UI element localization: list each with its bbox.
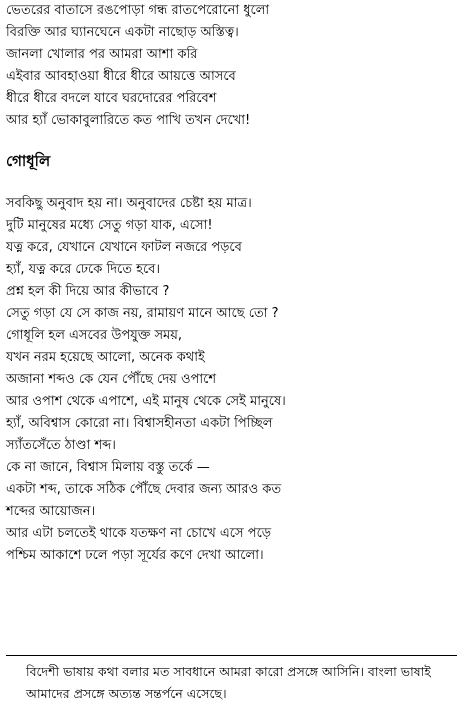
poem-line: গোধূলি হল এসবের উপযুক্ত সময়, [6,328,183,343]
footnote-line: বিদেশী ভাষায় কথা বলার মত সাবধানে আমরা কারো প্রসঙ্গে আসিনি। বাংলা ভাষাই [26,664,431,679]
poem-line: আর হ্যাঁ ভোকাবুলারিতে কত পাখি তখন দেখো! [6,113,251,128]
poem-line: কে না জানে, বিশ্বাস মিলায় বস্তু তর্কে — [6,460,210,475]
poem-line: ধীরে ধীরে বদলে যাবে ঘরদোরের পরিবেশ [6,91,217,106]
poem-title: গোধূলি [6,152,51,170]
poem-line: সেতু গড়া যে সে কাজ নয়, রামায়ণ মানে আছে তো ? [6,306,279,321]
poem-line: এইবার আবহাওয়া ধীরে ধীরে আয়ত্তে আসবে [6,69,236,84]
poem-line: আর ওপাশ থেকে এপাশে, এই মানুষ থেকে সেই মানুষে। [6,394,286,409]
poem-line: যখন নরম হয়েছে আলো, অনেক কথাই [6,350,205,365]
poem-line: পশ্চিম আকাশে ঢলে পড়া সূর্যের কণে দেখা আলো। [6,548,264,563]
poem-line: দুটি মানুষের মধ্যে সেতু গড়া যাক, এসো! [6,218,213,233]
poem-line: ভেতরের বাতাসে রঙপোড়া গন্ধ রাতপেরোনো ধুলো [6,3,270,18]
poem-line: জানলা খোলার পর আমরা আশা করি [6,47,198,62]
poem-line: সবকিছু অনুবাদ হয় না। অনুবাদের চেষ্টা হয় মাত্র। [6,196,252,211]
poem-line: শব্দের আয়োজন। [6,504,96,519]
poem-line: প্রশ্ন হল কী দিয়ে আর কীভাবে ? [6,284,170,299]
poem-line: স্যাঁতসেঁতে ঠাণ্ডা শব্দ। [6,438,116,453]
poem-line: একটা শব্দ, তাকে সঠিক পৌঁছে দেবার জন্য আরও কত [6,482,282,497]
poem-line: যত্ন করে, যেখানে যেখানে ফাটল নজরে পড়বে [6,240,242,255]
footnote-divider [6,655,457,656]
poem-line: আর এটা চলতেই থাকে যতক্ষণ না চোখে এসে পড়ে [6,526,272,541]
poem-line: হ্যাঁ, অবিশ্বাস কোরো না। বিশ্বাসহীনতা একটা পিচ্ছিল [6,416,273,431]
poem-line: অজানা শব্দও কে যেন পৌঁছে দেয় ওপাশে [6,372,217,387]
poem-line: বিরক্তি আর ঘ্যানঘেনে একটা নাছোড় অস্তিত্ব। [6,25,239,40]
footnote-line: আমাদের প্রসঙ্গে অত্যন্ত সন্তর্পনে এসেছে। [26,686,227,701]
poem-line: হ্যাঁ, যত্ন করে ঢেকে দিতে হবে। [6,262,161,277]
